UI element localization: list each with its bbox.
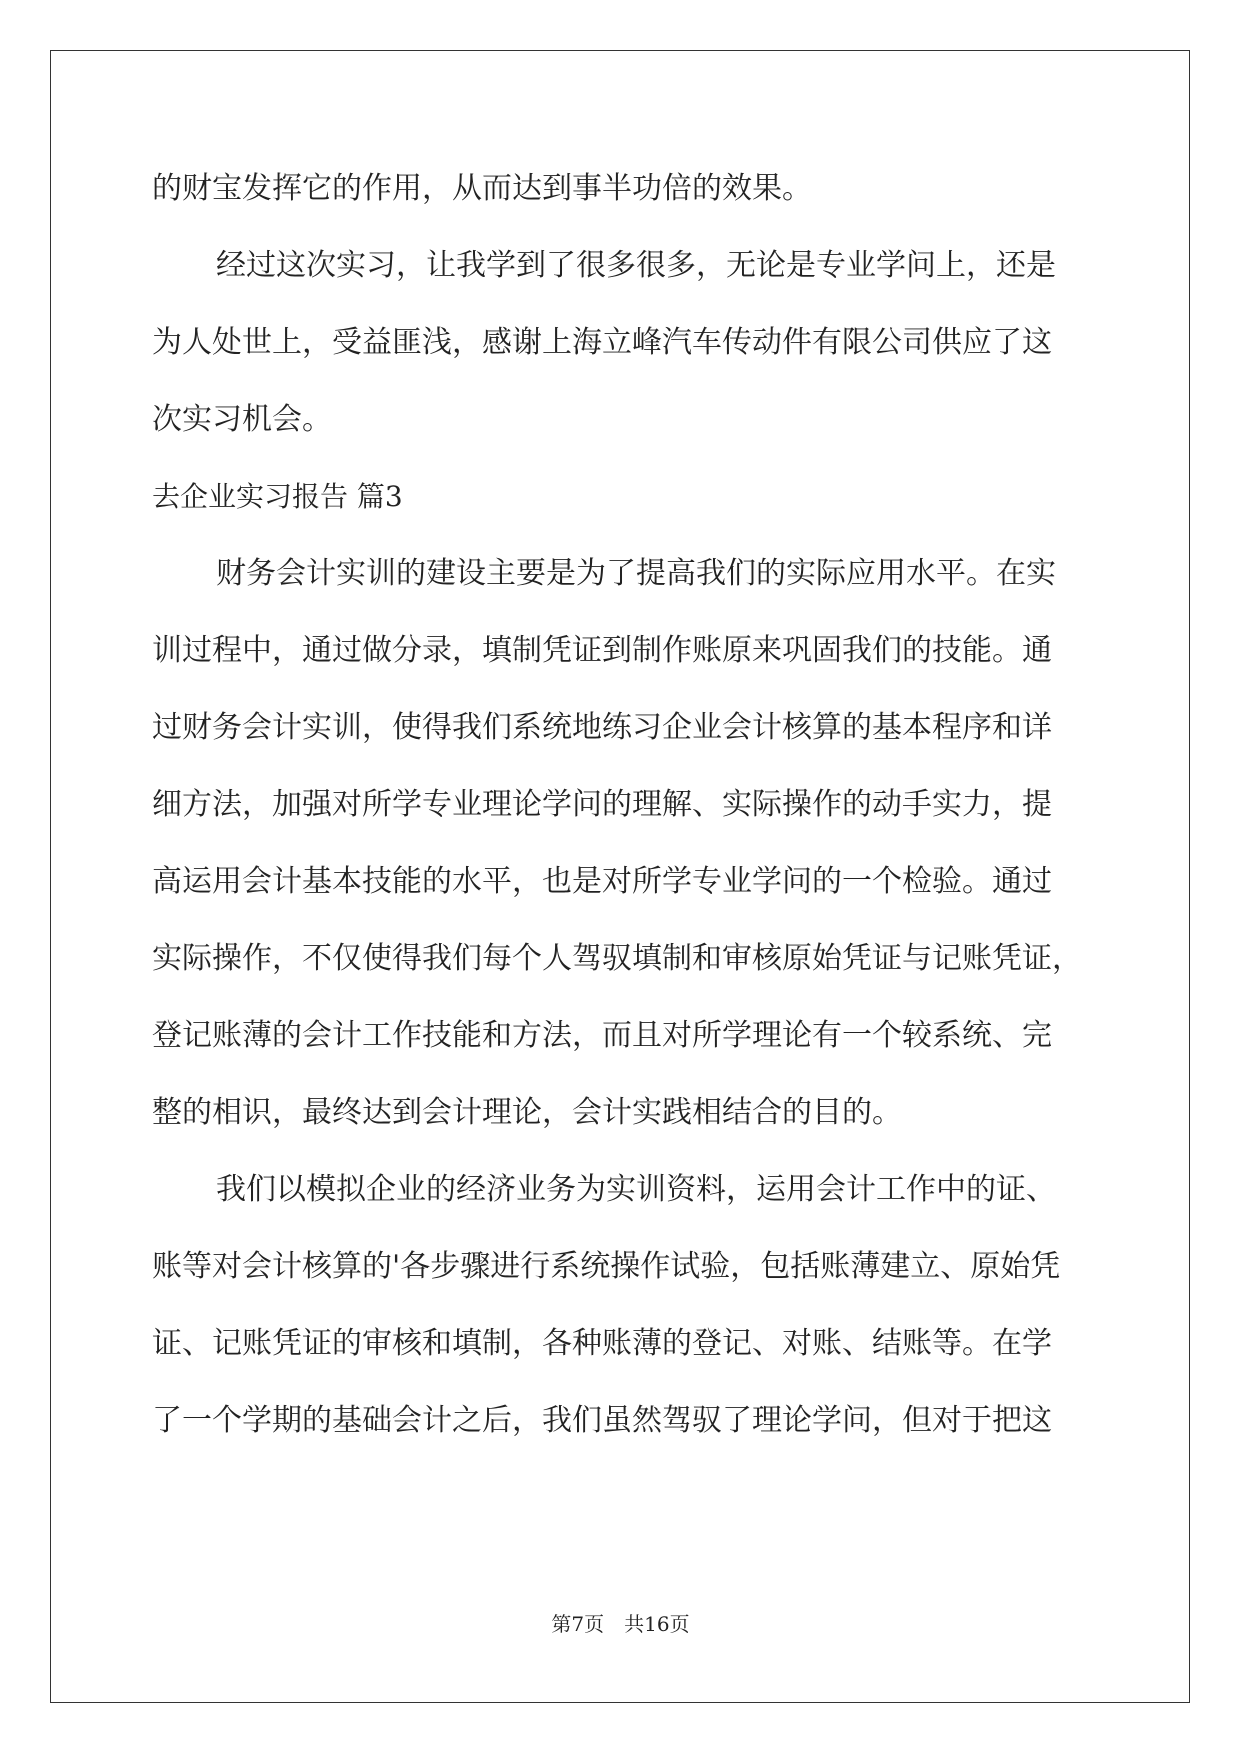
- text-line: 过财务会计实训，使得我们系统地练习企业会计核算的基本程序和详: [152, 710, 1052, 745]
- text-line: 实际操作，不仅使得我们每个人驾驭填制和审核原始凭证与记账凭证，: [152, 941, 1082, 976]
- text-line: 整的相识，最终达到会计理论，会计实践相结合的目的。: [152, 1095, 902, 1130]
- text-line: 为人处世上，受益匪浅，感谢上海立峰汽车传动件有限公司供应了这: [152, 325, 1052, 360]
- document-body: [152, 150, 1092, 1459]
- text-line: 证、记账凭证的审核和填制，各种账薄的登记、对账、结账等。在学: [152, 1326, 1052, 1361]
- text-line: 次实习机会。: [152, 402, 332, 437]
- paragraph-start-line: 我们以模拟企业的经济业务为实训资料，运用会计工作中的证、: [216, 1172, 1056, 1207]
- text-line: 高运用会计基本技能的水平，也是对所学专业学问的一个检验。通过: [152, 864, 1052, 899]
- paragraph-start-line: 财务会计实训的建设主要是为了提高我们的实际应用水平。在实: [216, 556, 1056, 591]
- section-heading: 去企业实习报告 篇3: [152, 480, 403, 513]
- text-line: 登记账薄的会计工作技能和方法，而且对所学理论有一个较系统、完: [152, 1018, 1052, 1053]
- text-line: 了一个学期的基础会计之后，我们虽然驾驭了理论学问，但对于把这: [152, 1403, 1052, 1438]
- page-number-footer: 第7页 共16页: [551, 1612, 690, 1636]
- text-line: 账等对会计核算的'各步骤进行系统操作试验，包括账薄建立、原始凭: [152, 1249, 1061, 1284]
- text-line: 细方法，加强对所学专业理论学问的理解、实际操作的动手实力，提: [152, 787, 1052, 822]
- text-line: 训过程中，通过做分录，填制凭证到制作账原来巩固我们的技能。通: [152, 633, 1052, 668]
- text-line: 的财宝发挥它的作用，从而达到事半功倍的效果。: [152, 171, 812, 206]
- paragraph-start-line: 经过这次实习，让我学到了很多很多，无论是专业学问上，还是: [216, 248, 1056, 283]
